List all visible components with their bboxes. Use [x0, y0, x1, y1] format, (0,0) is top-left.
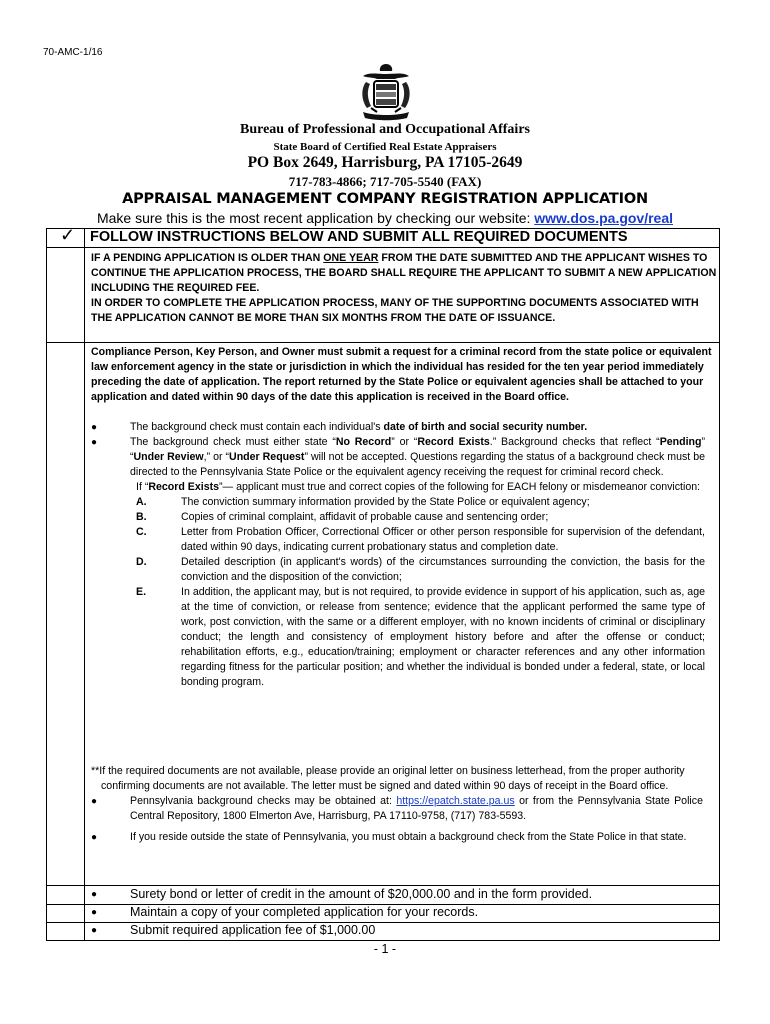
criminal-record-details: ● The background check must contain each individual's date of birth and social security number. ● The background check must either state “No Record” or “Record Exists.” Background checks that reflect “Pending” “Under Review,” or “Under Request” will not be accepted. Questions regarding the status of a background check must be directed to the Pennsylvania State Police or the equivalent agency receiving the request for criminal record check. If “Record Exists”— applicant must true and correct copies of the following for EACH felony or misdemeanor conviction: A. The conviction summary information provided by the State Police or equivalent agency; B. Copies of criminal complaint, affidavit of probable cause and sentencing order; C. Letter from Probation Officer, Correctional Officer or other person responsible for supervision of the defendant, dated within 90 days, indicating current probationary status and completion date. D. Detailed description (in applicant's words) of the circumstances surrounding the conviction, the basis for the conviction and the disposition of the conviction; E. In addition, the applicant may, but is not required, to provide evidence in support of his application, such as, age at the time of conviction, or release from sentence; evidence that the applicant performed the same type of work, post conviction, with the same or a different employer, with no known incidents of criminal or disciplinary conduct; the length and consistency of employment history before and after the offense or conduct; rehabilitation efforts, e.g., education/training; employment or character references and any other information regarding fitness for the particular position; and whether the individual is bonded under a federal, state, or local bonding program. [91, 421, 706, 688]
bullet-icon: ● [91, 832, 98, 843]
pennsylvania-seal-icon [357, 62, 415, 124]
conviction-item [91, 510, 705, 525]
conviction-item-text: Detailed description (in applicant's words) of the circumstances surrounding the conviction, the basis for the conviction and the disposition of the conviction; [181, 556, 705, 583]
website-notice: Make sure this is the most recent application by checking our website: www.dos.pa.gov/real [96, 210, 674, 226]
bullet-icon: ● [91, 889, 98, 900]
bullet-icon: ● [91, 796, 98, 807]
table-column-divider [84, 228, 85, 941]
requirement-item: ● Surety bond or letter of credit in the amount of $20,000.00 and in the form provided. [91, 887, 593, 901]
section-title: FOLLOW INSTRUCTIONS BELOW AND SUBMIT ALL REQUIRED DOCUMENTS [90, 229, 628, 245]
table-bottom-border [46, 940, 720, 941]
application-title: APPRAISAL MANAGEMENT COMPANY REGISTRATION APPLICATION [122, 191, 648, 207]
form-id: 70-AMC-1/16 [43, 47, 103, 58]
conviction-item [91, 585, 705, 690]
check-mark-icon: ✓ [60, 225, 76, 245]
bureau-name: Bureau of Professional and Occupational Affairs [239, 122, 530, 137]
conviction-item-letter: E. [136, 586, 147, 598]
conviction-item-text: Copies of criminal complaint, affidavit of probable cause and sentencing order; [181, 511, 549, 523]
table-right-border [719, 228, 720, 941]
conviction-item [91, 555, 705, 585]
record-exists-instruction: If “Record Exists”— applicant must true and correct copies of the following for EACH felony or misdemeanor conviction: [136, 481, 701, 493]
phone-numbers: 717-783-4866; 717-705-5540 (FAX) [288, 174, 482, 189]
bullet-icon: ● [91, 925, 98, 936]
bullet-icon: ● [91, 422, 98, 433]
table-left-border [46, 228, 47, 941]
requirement-item: ● Submit required application fee of $1,000.00 [91, 923, 376, 937]
conviction-item-letter: D. [136, 556, 147, 568]
bullet-icon: ● [91, 907, 98, 918]
epatch-link[interactable]: https://epatch.state.pa.us [396, 795, 515, 807]
conviction-item-letter: B. [136, 511, 147, 523]
conviction-item [91, 525, 705, 555]
board-name: State Board of Certified Real Estate Appraisers [273, 141, 497, 153]
row-divider [46, 342, 720, 343]
conviction-item [91, 495, 705, 510]
requirements-list [91, 886, 711, 940]
conviction-item-text: The conviction summary information provided by the State Police or equivalent agency; [181, 496, 590, 508]
row-divider [46, 247, 720, 248]
mailing-address: PO Box 2649, Harrisburg, PA 17105-2649 [247, 154, 523, 171]
criminal-record-intro: Compliance Person, Key Person, and Owner must submit a request for a criminal record from the state police or equivalent law enforcement agency in the state or jurisdiction in which the individual has resided for the ten year period immediately preceding the date of application. The report returned by the State Police or equivalent agencies shall be attached to your application and dated within 90 days of the date this application is received in the Board office. [91, 346, 712, 403]
conviction-item-letter: A. [136, 496, 147, 508]
requirement-item: ● Maintain a copy of your completed application for your records. [91, 905, 479, 919]
conviction-item-text: Letter from Probation Officer, Correctional Officer or other person responsible for supervision of the defendant, dated within 90 days, indicating current probationary status and completion date. [181, 526, 705, 553]
conviction-item-text: In addition, the applicant may, but is not required, to provide evidence in support of his application, such as, age at the time of conviction, or release from sentence; evidence that the applicant performed the same type of work, post conviction, with the same or a different employer, with no known incidents of criminal or disciplinary conduct; the length and consistency of employment history before and after the offense or conduct; rehabilitation efforts, e.g., education/training; employment or character references and any other information regarding fitness for the particular position; and whether the individual is bonded under a federal, state, or local bonding program. [181, 586, 705, 688]
pending-application-notice: IF A PENDING APPLICATION IS OLDER THAN ONE YEAR FROM THE DATE SUBMITTED AND THE APPLICANT WISHES TO CONTINUE THE APPLICATION PROCESS, THE BOARD SHALL REQUIRE THE APPLICANT TO SUBMIT A NEW APPLICATION INCLUDING THE REQUIRED FEE. IN ORDER TO COMPLETE THE APPLICATION PROCESS, MANY OF THE SUPPORTING DOCUMENTS ASSOCIATED WITH THE APPLICATION CANNOT BE MORE THAN SIX MONTHS FROM THE DATE OF ISSUANCE. [91, 252, 717, 324]
website-link[interactable]: www.dos.pa.gov/real [534, 210, 674, 226]
page-number: - 1 - [373, 942, 397, 956]
conviction-item-letter: C. [136, 526, 147, 538]
unavailable-documents-note: **If the required documents are not available, please provide an original letter on business letterhead, from the proper authority confirming documents are not available. The letter must be signed and dated within 90 days of receipt in the Board office. ● Pennsylvania background checks may be obtained at: https://epatch.state.pa.us or from the Pennsylvania State Police Central Repository, 1800 Elmerton Ave, Harrisburg, PA 17110-9758, (717) 783-5593. ● If you reside outside the state of Pennsylvania, you must obtain a background check from the State Police in that state. [91, 765, 703, 843]
bullet-icon: ● [91, 437, 98, 448]
